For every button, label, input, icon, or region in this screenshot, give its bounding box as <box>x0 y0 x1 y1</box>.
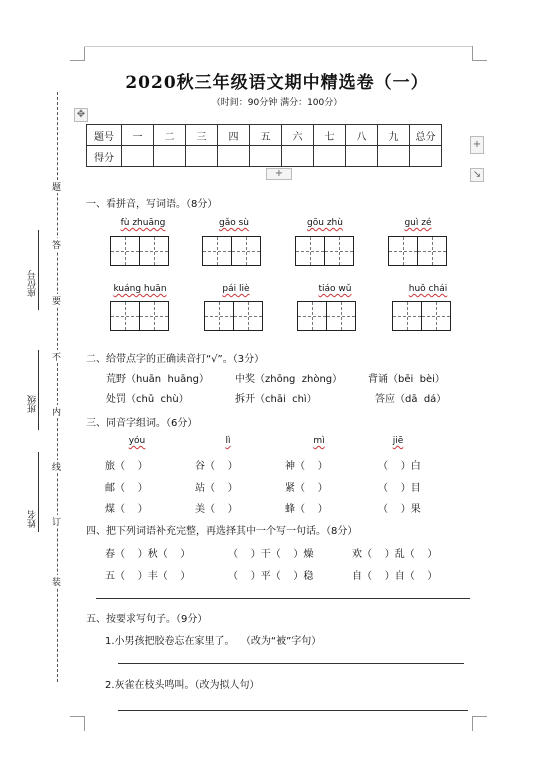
exam-info: （时间：90分钟 满分：100分） <box>211 98 343 108</box>
answer-line[interactable] <box>96 598 470 599</box>
score-header-cell: 六 <box>282 125 314 146</box>
score-table <box>86 124 442 167</box>
name-label: 姓名 <box>28 510 38 528</box>
binding-word-7: 装 <box>52 575 61 588</box>
pronunciation-item: 背诵（bēi bèi） <box>368 374 445 385</box>
homophone-blank[interactable]: （ ）目 <box>378 483 421 494</box>
score-header-row <box>87 125 442 146</box>
score-cell[interactable] <box>186 146 218 167</box>
name-underline <box>38 452 39 532</box>
score-cell[interactable] <box>378 146 410 167</box>
pinyin-label: pái liè <box>222 284 250 294</box>
table-resize-handle[interactable]: ↘ <box>470 168 484 182</box>
score-cell[interactable] <box>218 146 250 167</box>
idiom-blank[interactable]: （ ）平（ ）稳 <box>228 571 314 582</box>
homophone-blank[interactable]: 邮（ ） <box>105 483 148 494</box>
section-4-heading: 四、把下列词语补充完整，再选择其中一个写一句话。（8分） <box>86 526 358 537</box>
section-1-heading: 一、看拼音，写词语。（8分） <box>86 199 218 210</box>
score-value-row <box>87 146 442 167</box>
pinyin-label: gōu zhù <box>307 218 343 228</box>
homophone-blank[interactable]: 美（ ） <box>195 504 238 515</box>
binding-word-4: 内 <box>52 405 61 418</box>
score-header-cell: 八 <box>346 125 378 146</box>
pinyin-label: huǒ chái <box>408 284 448 294</box>
writing-grid[interactable] <box>110 236 168 266</box>
score-cell[interactable] <box>410 146 442 167</box>
writing-grid[interactable] <box>388 236 446 266</box>
idiom-blank[interactable]: 欢（ ）乱（ ） <box>352 549 438 560</box>
section-3-heading: 三、同音字组词。（6分） <box>86 418 198 429</box>
homophone-blank[interactable]: （ ）果 <box>378 504 421 515</box>
answer-line[interactable] <box>118 710 468 711</box>
add-row-button[interactable]: + <box>266 168 292 180</box>
seat-underline <box>38 230 39 310</box>
score-header-cell: 四 <box>218 125 250 146</box>
writing-grid[interactable] <box>392 301 450 331</box>
homophone-blank[interactable]: （ ）白 <box>378 461 421 472</box>
binding-word-2: 要 <box>52 294 61 307</box>
corner-mark-br <box>472 716 487 731</box>
score-cell[interactable] <box>250 146 282 167</box>
class-underline <box>38 350 39 430</box>
corner-mark-tl <box>70 46 85 61</box>
pronunciation-item: 答应（dā dá） <box>375 394 447 405</box>
writing-grid[interactable] <box>202 236 260 266</box>
pronunciation-item: 拆开（chāi chì） <box>235 394 317 405</box>
binding-word-0: 题 <box>52 180 61 193</box>
score-header-cell: 总分 <box>410 125 442 146</box>
writing-grid[interactable] <box>204 301 262 331</box>
writing-grid[interactable] <box>295 236 353 266</box>
score-cell[interactable] <box>314 146 346 167</box>
add-column-button[interactable]: + <box>470 136 484 154</box>
homophone-blank[interactable]: 神（ ） <box>285 461 328 472</box>
pinyin-label: fù zhuāng <box>120 218 166 228</box>
score-cell[interactable] <box>122 146 154 167</box>
homophone-blank[interactable]: 紧（ ） <box>285 483 328 494</box>
pinyin-label: guì zé <box>404 218 432 228</box>
binding-word-3: 不 <box>52 350 61 363</box>
score-header-cell: 二 <box>154 125 186 146</box>
homophone-blank[interactable]: 站（ ） <box>195 483 238 494</box>
page-edge-top <box>84 46 472 47</box>
score-header-cell: 三 <box>186 125 218 146</box>
pinyin-label: jiē <box>392 436 404 446</box>
idiom-blank[interactable]: 五（ ）丰（ ） <box>105 571 191 582</box>
question-2: 2.灰雀在枝头鸣叫。（改为拟人句） <box>105 680 260 691</box>
score-header-cell: 题号 <box>87 125 122 146</box>
class-label: 班级 <box>28 395 38 413</box>
homophone-blank[interactable]: 蜂（ ） <box>285 504 328 515</box>
corner-mark-tr <box>472 46 487 61</box>
writing-grid[interactable] <box>297 301 355 331</box>
score-cell[interactable] <box>282 146 314 167</box>
homophone-blank[interactable]: 旅（ ） <box>105 461 148 472</box>
question-1: 1.小男孩把胶卷忘在家里了。 （改为“被”字句） <box>105 636 322 647</box>
score-cell[interactable] <box>154 146 186 167</box>
homophone-blank[interactable]: 谷（ ） <box>195 461 238 472</box>
pinyin-label: tiáo wǔ <box>318 284 352 294</box>
homophone-blank[interactable]: 煤（ ） <box>105 504 148 515</box>
pinyin-label: kuáng huān <box>113 284 167 294</box>
pronunciation-item: 中奖（zhōng zhòng） <box>235 374 343 385</box>
answer-line[interactable] <box>118 663 464 664</box>
idiom-blank[interactable]: 自（ ）自（ ） <box>352 571 438 582</box>
section-5-heading: 五、按要求写句子。（9分） <box>86 614 208 625</box>
binding-word-6: 订 <box>52 515 61 528</box>
pronunciation-item: 处罚（chǔ chù） <box>106 394 189 405</box>
score-header-cell: 九 <box>378 125 410 146</box>
pronunciation-item: 荒野（huān huāng） <box>106 374 209 385</box>
score-row-label: 得分 <box>87 146 122 167</box>
table-move-handle[interactable]: ✥ <box>74 108 88 122</box>
idiom-blank[interactable]: 春（ ）秋（ ） <box>105 549 191 560</box>
corner-mark-bl <box>70 716 85 731</box>
pinyin-label: mì <box>313 436 325 446</box>
binding-word-5: 线 <box>52 460 61 473</box>
idiom-blank[interactable]: （ ）干（ ）燥 <box>228 549 314 560</box>
writing-grid[interactable] <box>110 301 168 331</box>
pinyin-label: yóu <box>128 436 146 446</box>
seat-label: 座位号 <box>28 270 38 297</box>
pinyin-label: lì <box>225 436 231 446</box>
score-cell[interactable] <box>346 146 378 167</box>
score-header-cell: 七 <box>314 125 346 146</box>
score-header-cell: 一 <box>122 125 154 146</box>
binding-word-1: 答 <box>52 238 61 251</box>
pinyin-label: gǎo sù <box>219 218 249 228</box>
section-2-heading: 二、给带点字的正确读音打“√”。（3分） <box>86 354 265 365</box>
score-header-cell: 五 <box>250 125 282 146</box>
page-title: 2020秋三年级语文期中精选卷（一） <box>125 73 429 93</box>
